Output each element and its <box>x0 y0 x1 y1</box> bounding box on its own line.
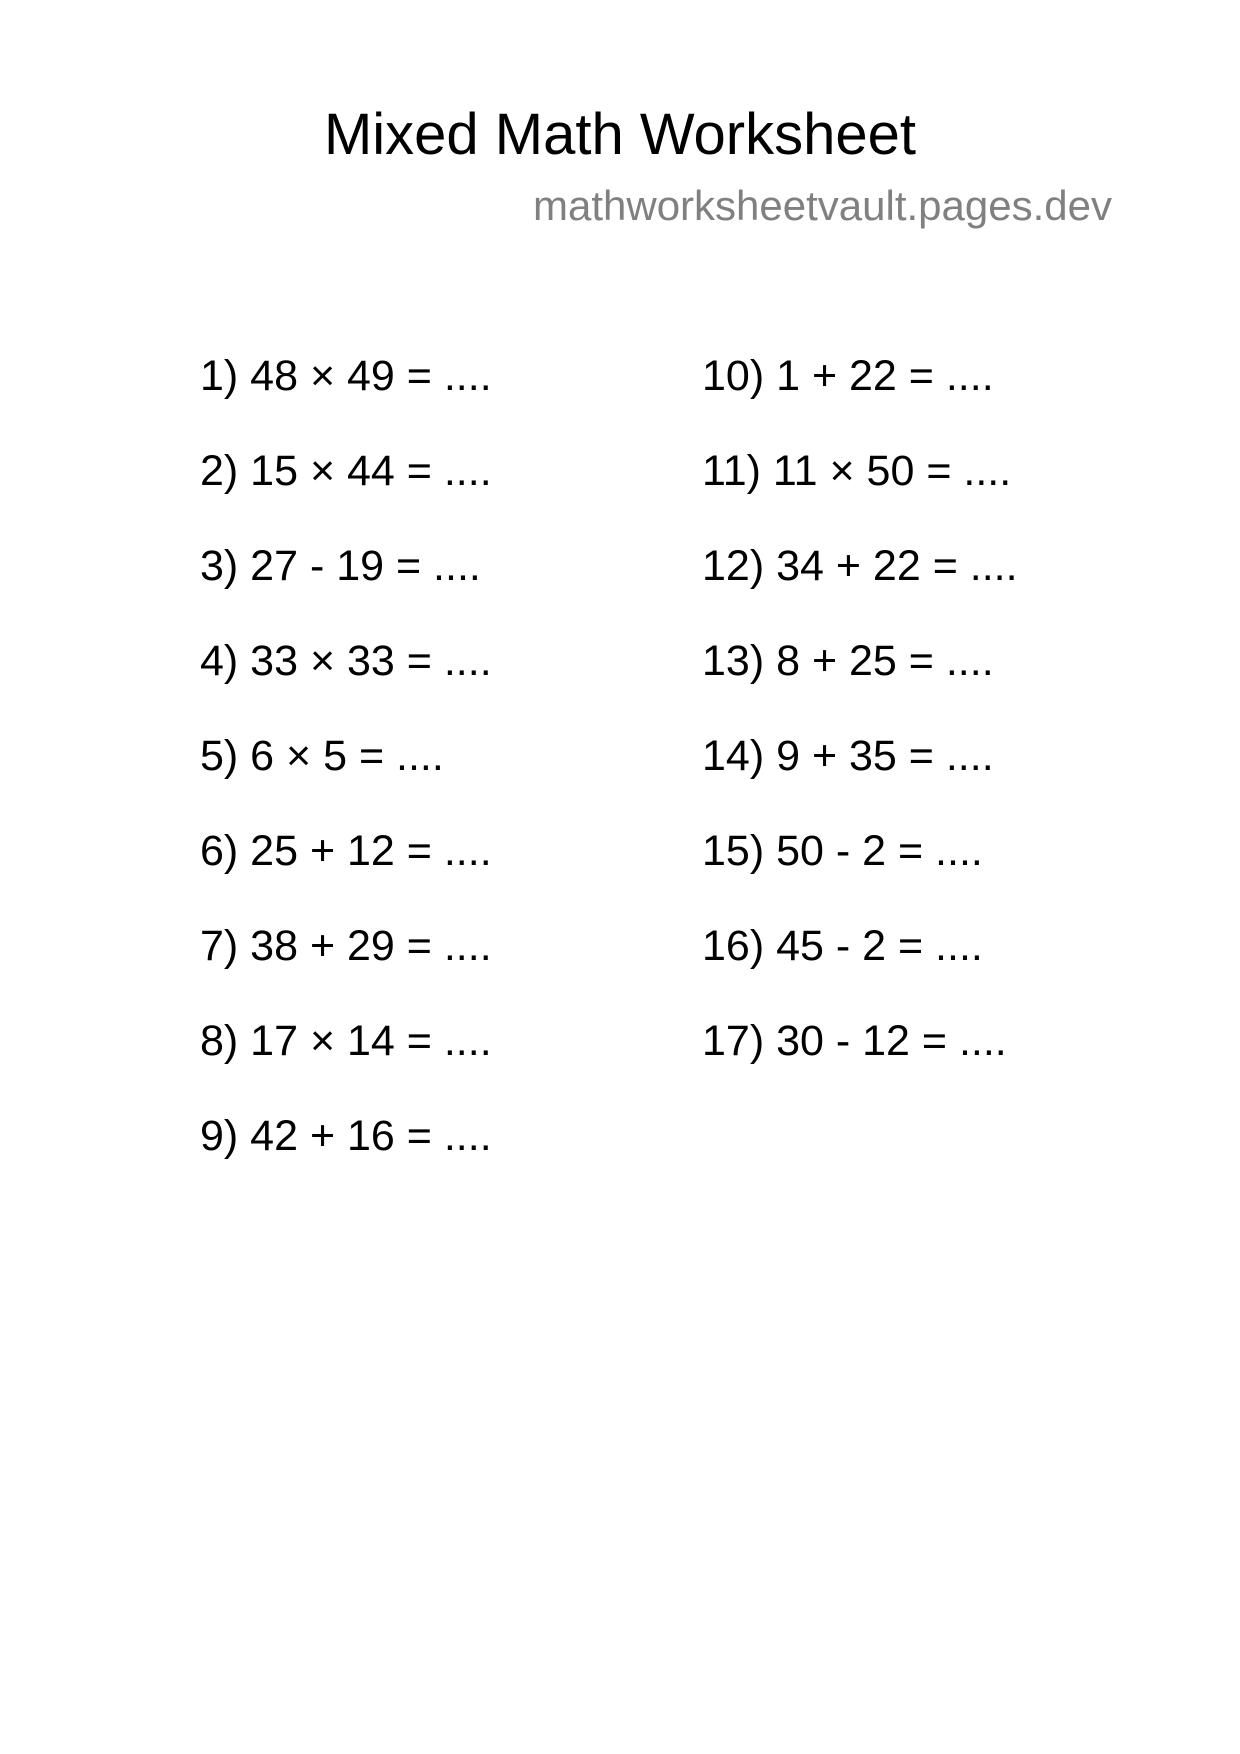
problem-15: 15) 50 - 2 = .... <box>702 827 983 875</box>
problem-8: 8) 17 × 14 = .... <box>200 1017 492 1065</box>
site-url: mathworksheetvault.pages.dev <box>533 182 1112 229</box>
problem-17: 17) 30 - 12 = .... <box>702 1017 1007 1065</box>
problem-1: 1) 48 × 49 = .... <box>200 352 492 400</box>
problem-4: 4) 33 × 33 = .... <box>200 637 492 685</box>
problem-3: 3) 27 - 19 = .... <box>200 542 481 590</box>
problem-5: 5) 6 × 5 = .... <box>200 732 444 780</box>
problems-column-left <box>200 350 492 1205</box>
problem-6: 6) 25 + 12 = .... <box>200 827 492 875</box>
problems-column-right <box>702 350 1018 1110</box>
problem-14: 14) 9 + 35 = .... <box>702 732 994 780</box>
problem-11: 11) 11 × 50 = .... <box>702 447 1012 495</box>
problem-9: 9) 42 + 16 = .... <box>200 1112 492 1160</box>
page-title: Mixed Math Worksheet <box>323 102 917 167</box>
problem-2: 2) 15 × 44 = .... <box>200 447 492 495</box>
problem-13: 13) 8 + 25 = .... <box>702 637 994 685</box>
problem-16: 16) 45 - 2 = .... <box>702 922 983 970</box>
problem-7: 7) 38 + 29 = .... <box>200 922 492 970</box>
problem-12: 12) 34 + 22 = .... <box>702 542 1018 590</box>
problem-10: 10) 1 + 22 = .... <box>702 352 994 400</box>
